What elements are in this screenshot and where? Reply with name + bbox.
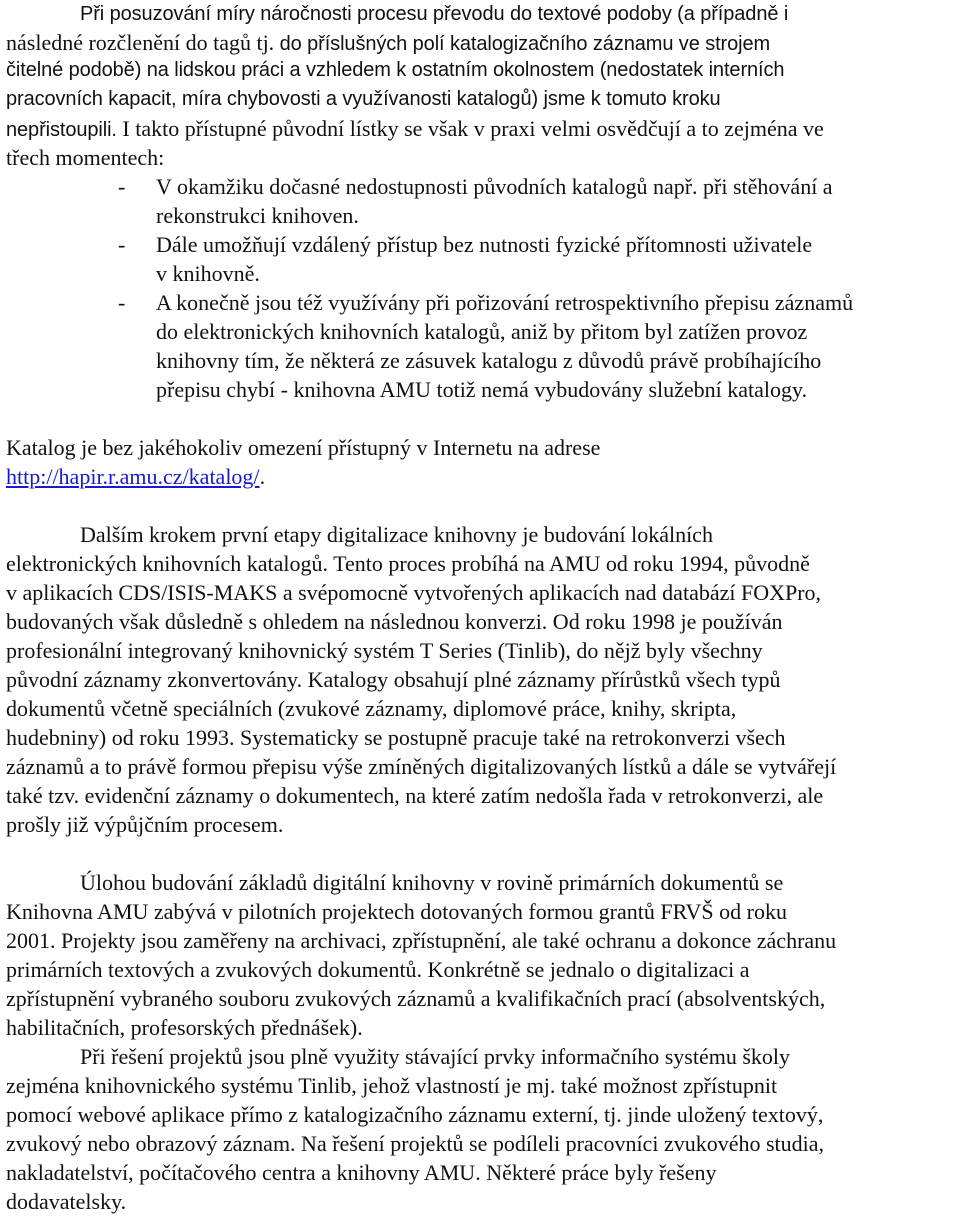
- text-line: prošly již výpůjčním procesem.: [6, 812, 284, 837]
- text-line: [6, 114, 824, 143]
- text-line: zvukový nebo obrazový záznam. Na řešení projektů se podíleli pracovníci zvukového studia,: [6, 1131, 825, 1156]
- text-line: budovaných však důsledně s ohledem na následnou konverzi. Od roku 1998 je používán: [6, 609, 783, 634]
- text-line: habilitačních, profesorských přednášek).: [6, 1015, 363, 1040]
- text-line: dokumentů včetně speciálních (zvukové záznamy, diplomové práce, knihy, skripta,: [6, 696, 737, 721]
- bullet-line: přepisu chybí - knihovna AMU totiž nemá vybudovány služební katalogy.: [156, 377, 808, 402]
- text-line: záznamů a to právě formou přepisu výše zmíněných digitalizovaných lístků a dále se vytvářejí: [6, 754, 837, 779]
- text-line: 2001. Projekty jsou zaměřeny na archivaci, zpřístupnění, ale také ochranu a dokonce záchranu: [6, 928, 837, 953]
- bullet-line: do elektronických knihovních katalogů, aniž by přitom byl zatížen provoz: [156, 319, 808, 344]
- text-line: [6, 462, 265, 491]
- bullet-line: knihovny tím, že některá ze zásuvek katalogu z důvodů právě probíhajícího: [156, 348, 822, 373]
- text-line: Při řešení projektů jsou plně využity stávající prvky informačního systému školy: [80, 1044, 790, 1069]
- text-line: Knihovna AMU zabývá v pilotních projektech dotovaných formou grantů FRVŠ od roku: [6, 899, 787, 924]
- text-line: třech momentech:: [6, 145, 165, 170]
- text-line: primárních textových a zvukových dokumentů. Konkrétně se jednalo o digitalizaci a: [6, 957, 750, 982]
- text-line: v aplikacích CDS/ISIS-MAKS a svépomocně vytvořených aplikacích nad databází FOXPro,: [6, 580, 822, 605]
- text-line: také tzv. evidenční záznamy o dokumentech, na které zatím nedošla řada v retrokonverzi, ale: [6, 783, 824, 808]
- bullet-dash: -: [118, 174, 126, 199]
- text-span: I takto přístupné původní lístky se však v praxi velmi osvědčují a to zejména ve: [116, 116, 824, 141]
- catalog-link[interactable]: http://hapir.r.amu.cz/katalog/: [6, 464, 260, 489]
- text-line: původní záznamy zkonvertovány. Katalogy obsahují plné záznamy přírůstků všech typů: [6, 667, 781, 692]
- bullet-line: rekonstrukci knihoven.: [156, 203, 359, 228]
- text-line: Dalším krokem první etapy digitalizace knihovny je budování lokálních: [80, 522, 713, 547]
- text-line: profesionální integrovaný knihovnický systém T Series (Tinlib), do nějž byly všechny: [6, 638, 763, 663]
- text-span: .: [259, 464, 266, 489]
- text-span: do příslušných polí katalogizačního záznamu ve strojem: [274, 33, 771, 55]
- text-line: Katalog je bez jakéhokoliv omezení přístupný v Internetu na adrese: [6, 435, 601, 460]
- bullet-dash: -: [118, 232, 126, 257]
- text-line: nakladatelství, počítačového centra a knihovny AMU. Některé práce byly řešeny: [6, 1160, 717, 1185]
- bullet-dash: -: [118, 290, 126, 315]
- bullet-line: A konečně jsou též využívány při pořizování retrospektivního přepisu záznamů: [156, 290, 854, 315]
- text-line: Při posuzování míry náročnosti procesu převodu do textové podoby (a případně i: [80, 3, 789, 25]
- text-line: elektronických knihovních katalogů. Tento proces probíhá na AMU od roku 1994, původně: [6, 551, 810, 576]
- bullet-line: Dále umožňují vzdálený přístup bez nutnosti fyzické přítomnosti uživatele: [156, 232, 813, 257]
- text-line: hudebniny) od roku 1993. Systematicky se postupně pracuje také na retrokonverzi všech: [6, 725, 786, 750]
- bullet-line: V okamžiku dočasné nedostupnosti původních katalogů např. při stěhování a: [156, 174, 833, 199]
- text-line: dodavatelsky.: [6, 1189, 127, 1214]
- text-line: pracovních kapacit, míra chybovosti a využívanosti katalogů) jsme k tomuto kroku: [6, 88, 721, 110]
- text-line: pomocí webové aplikace přímo z katalogizačního záznamu externí, tj. jinde uložený textový,: [6, 1102, 824, 1127]
- text-line: čitelné podobě) na lidskou práci a vzhledem k ostatním okolnostem (nedostatek interních: [6, 59, 785, 81]
- text-line: zejména knihovnického systému Tinlib, jehož vlastností je mj. také možnost zpřístupnit: [6, 1073, 778, 1098]
- bullet-line: v knihovně.: [156, 261, 260, 286]
- text-line: Úlohou budování základů digitální knihovny v rovině primárních dokumentů se: [80, 870, 784, 895]
- text-line: [6, 28, 770, 57]
- text-span: následné rozčlenění do tagů tj.: [6, 30, 275, 55]
- text-line: zpřístupnění vybraného souboru zvukových záznamů a kvalifikačních prací (absolventských,: [6, 986, 826, 1011]
- text-span: nepřistoupili.: [6, 119, 117, 141]
